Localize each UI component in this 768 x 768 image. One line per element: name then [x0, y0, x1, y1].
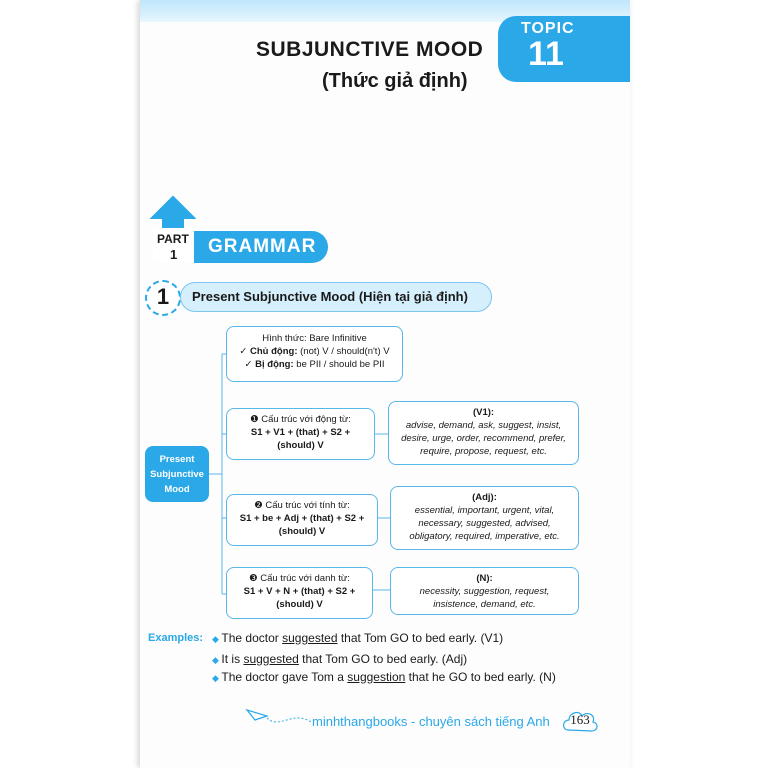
example-item	[212, 670, 556, 684]
noun-formula: S1 + V + N + (that) + S2 +	[243, 586, 356, 597]
passive-value: be PII / should be PII	[293, 359, 385, 370]
center-line-3: Mood	[164, 484, 190, 495]
verb-list-line: desire, urge, order, recommend, prefer,	[401, 433, 566, 444]
verb-structure-box	[226, 408, 375, 460]
center-line-2: Subjunctive	[150, 469, 204, 480]
bullet-icon: ◆	[212, 634, 222, 644]
page-subtitle: (Thức giả định)	[322, 70, 468, 92]
example-text: The doctor	[221, 631, 283, 645]
adj-formula: S1 + be + Adj + (that) + S2 +	[239, 513, 365, 524]
example-text: that he GO to bed early. (N)	[405, 670, 556, 684]
footer-brand: minhthangbooks - chuyên sách tiếng Anh	[312, 714, 550, 729]
active-value: (not) V / should(n't) V	[297, 346, 390, 357]
verb-list-line: advise, demand, ask, suggest, insist,	[405, 420, 562, 431]
verb-formula: S1 + V1 + (that) + S2 +	[250, 427, 351, 438]
adj-list-line: necessary, suggested, advised,	[418, 518, 551, 529]
diagram-center-node	[145, 446, 209, 502]
example-text: The doctor gave Tom a	[221, 670, 348, 684]
noun-list-line: necessity, suggestion, request,	[419, 586, 550, 597]
paper-plane-icon	[245, 704, 315, 732]
noun-structure-box	[226, 567, 373, 619]
section-number: 1	[156, 284, 170, 309]
verb-list-line: require, propose, request, etc.	[420, 446, 547, 457]
form-line: Hình thức: Bare Infinitive	[262, 333, 367, 344]
part-label: PART	[157, 232, 189, 246]
verb-list-box	[388, 401, 579, 465]
adj-list-line: obligatory, required, imperative, etc.	[409, 531, 560, 542]
verb-structure-title: ❶ Cấu trúc với động từ:	[250, 414, 351, 425]
noun-list-line: insistence, demand, etc.	[433, 599, 536, 610]
passive-label: Bị động:	[255, 359, 294, 370]
adj-structure-title: ❷ Cấu trúc với tính từ:	[254, 500, 350, 511]
grammar-title: GRAMMAR	[208, 236, 317, 257]
examples-label: Examples:	[148, 632, 204, 644]
adj-list-box	[390, 486, 579, 550]
passive-line	[227, 358, 402, 371]
noun-structure-title: ❸ Cấu trúc với danh từ:	[249, 573, 350, 584]
active-label: Chủ động:	[250, 346, 298, 357]
example-text: It is	[221, 652, 244, 666]
example-text: that Tom GO to bed early. (Adj)	[298, 652, 468, 666]
adj-formula-2: (should) V	[278, 526, 326, 537]
noun-formula-2: (should) V	[276, 599, 323, 610]
page-number: 163	[570, 712, 590, 727]
part-number: 1	[170, 247, 178, 262]
example-item	[212, 631, 503, 645]
section-title: Present Subjunctive Mood (Hiện tại giả định)	[192, 289, 468, 304]
verb-list-title: (V1):	[472, 407, 495, 418]
noun-list-box	[390, 567, 579, 615]
example-keyword: suggestion	[347, 670, 406, 684]
example-keyword: suggested	[243, 652, 299, 666]
example-text: that Tom GO to bed early. (V1)	[337, 631, 504, 645]
example-item	[212, 652, 467, 666]
adj-list-line: essential, important, urgent, vital,	[414, 505, 555, 516]
noun-list-title: (N):	[476, 573, 493, 584]
form-box	[226, 326, 403, 382]
example-keyword: suggested	[282, 631, 338, 645]
page-title: SUBJUNCTIVE MOOD	[256, 38, 484, 61]
adj-list-title: (Adj):	[472, 492, 497, 503]
verb-formula-2: (should) V	[277, 440, 324, 451]
topic-number: 11	[528, 35, 564, 73]
adj-structure-box	[226, 494, 378, 546]
bullet-icon: ◆	[212, 673, 222, 683]
bullet-icon: ◆	[212, 655, 222, 665]
active-line	[227, 345, 402, 358]
center-line-1: Present	[159, 454, 195, 465]
check-icon: ✓	[239, 346, 250, 357]
check-icon: ✓	[244, 359, 256, 370]
topic-label: TOPIC	[521, 20, 575, 37]
